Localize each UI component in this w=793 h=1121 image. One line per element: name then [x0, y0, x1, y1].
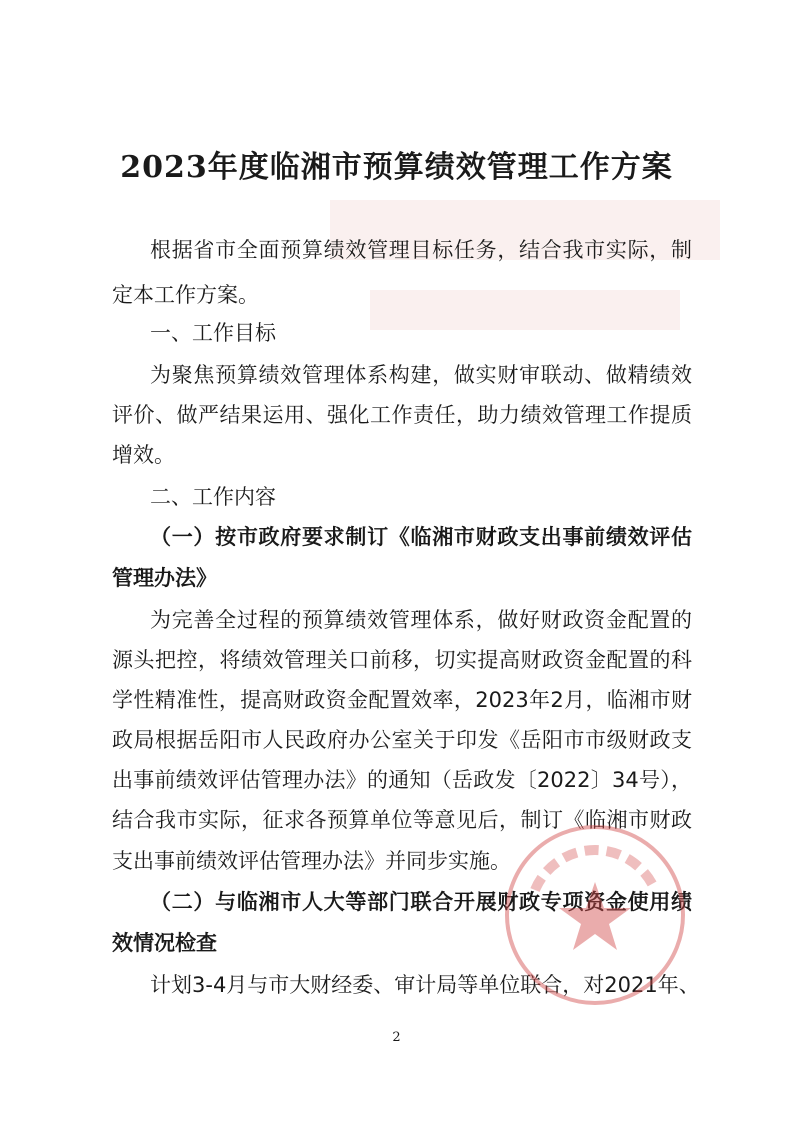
page-number: 2 [392, 1030, 401, 1045]
subsection-heading: （一）按市政府要求制订《临湘市财政支出事前绩效评估 [150, 525, 692, 549]
paragraph-line: 根据省市全面预算绩效管理目标任务，结合我市实际，制 [150, 238, 692, 262]
section-heading: 一、工作目标 [150, 321, 276, 345]
paragraph-line: 政局根据岳阳市人民政府办公室关于印发《岳阳市市级财政支 [112, 728, 692, 752]
section-heading: 二、工作内容 [150, 485, 276, 509]
paragraph-line: 评价、做严结果运用、强化工作责任，助力绩效管理工作提质 [112, 403, 692, 427]
subsection-heading: 管理办法》 [112, 566, 217, 590]
paragraph-line: 增效。 [112, 443, 175, 467]
subsection-heading: （二）与临湘市人大等部门联合开展财政专项资金使用绩 [150, 890, 692, 914]
paragraph-line: 结合我市实际，征求各预算单位等意见后，制订《临湘市财政 [112, 808, 692, 832]
paragraph-line: 为完善全过程的预算绩效管理体系，做好财政资金配置的 [150, 608, 692, 632]
paragraph-line: 定本工作方案。 [112, 283, 259, 307]
paragraph-line: 支出事前绩效评估管理办法》并同步实施。 [112, 849, 511, 873]
paragraph-line: 出事前绩效评估管理办法》的通知（岳政发〔2022〕34号）， [112, 768, 692, 792]
paragraph-line: 源头把控，将绩效管理关口前移，切实提高财政资金配置的科 [112, 648, 692, 672]
page-title: 2023年度临湘市预算绩效管理工作方案 [120, 150, 673, 185]
paragraph-line: 计划3-4月与市大财经委、审计局等单位联合，对2021年、 [150, 973, 700, 997]
paragraph-line: 为聚焦预算绩效管理体系构建，做实财审联动、做精绩效 [150, 363, 692, 387]
paragraph-line: 学性精准性，提高财政资金配置效率，2023年2月，临湘市财 [112, 688, 692, 712]
subsection-heading: 效情况检查 [112, 931, 217, 955]
